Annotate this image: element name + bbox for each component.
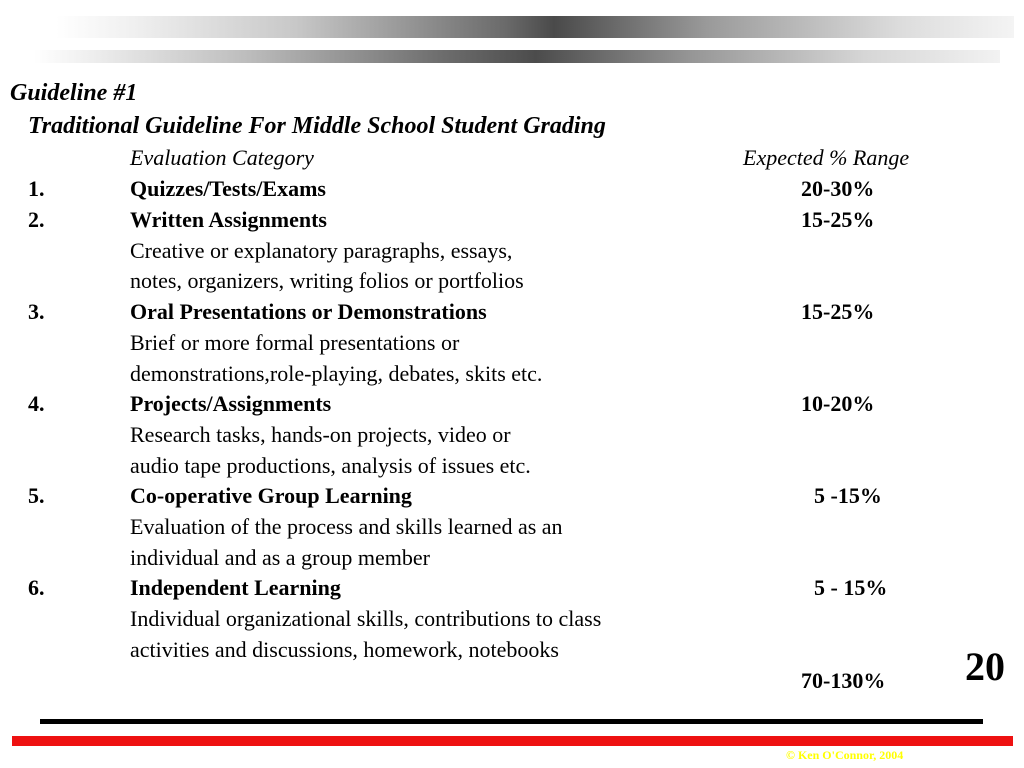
guideline-subtitle: Traditional Guideline For Middle School Student Grading: [28, 113, 606, 139]
guideline-title: Guideline #1: [10, 80, 138, 106]
item-description: activities and discussions, homework, notebooks: [130, 637, 559, 662]
item-range: 10-20%: [801, 391, 875, 416]
item-number: 5.: [28, 483, 45, 508]
item-name: Co-operative Group Learning: [130, 483, 412, 508]
item-range: 20-30%: [801, 176, 875, 201]
item-range: 5 - 15%: [814, 575, 888, 600]
item-description: individual and as a group member: [130, 545, 430, 570]
item-number: 1.: [28, 176, 45, 201]
item-description: Brief or more formal presentations or: [130, 330, 460, 355]
item-description: Research tasks, hands-on projects, video or: [130, 422, 511, 447]
item-number: 3.: [28, 299, 45, 324]
item-range: 15-25%: [801, 299, 875, 324]
slide-number: 20: [965, 644, 1005, 689]
column-header-category: Evaluation Category: [130, 145, 314, 170]
item-name: Oral Presentations or Demonstrations: [130, 299, 487, 324]
item-number: 2.: [28, 207, 45, 232]
item-description: demonstrations,role-playing, debates, skits etc.: [130, 361, 543, 386]
footer-rule-red: [12, 736, 1013, 746]
total-range: 70-130%: [801, 668, 886, 693]
column-header-range: Expected % Range: [743, 145, 910, 170]
item-description: audio tape productions, analysis of issues etc.: [130, 453, 531, 478]
item-name: Quizzes/Tests/Exams: [130, 176, 326, 201]
item-range: 5 -15%: [814, 483, 882, 508]
item-description: Evaluation of the process and skills learned as an: [130, 514, 563, 539]
item-range: 15-25%: [801, 207, 875, 232]
item-name: Written Assignments: [130, 207, 327, 232]
item-number: 6.: [28, 575, 45, 600]
header-gradient-bar-top: [56, 16, 1014, 38]
item-name: Projects/Assignments: [130, 391, 332, 416]
item-description: Individual organizational skills, contributions to class: [130, 606, 602, 631]
item-name: Independent Learning: [130, 575, 341, 600]
item-description: notes, organizers, writing folios or portfolios: [130, 268, 524, 293]
item-description: Creative or explanatory paragraphs, essays,: [130, 238, 513, 263]
item-number: 4.: [28, 391, 45, 416]
header-gradient-bar-bottom: [34, 50, 1000, 63]
copyright-notice: © Ken O'Connor, 2004: [786, 748, 904, 762]
footer-rule-black: [40, 719, 983, 724]
